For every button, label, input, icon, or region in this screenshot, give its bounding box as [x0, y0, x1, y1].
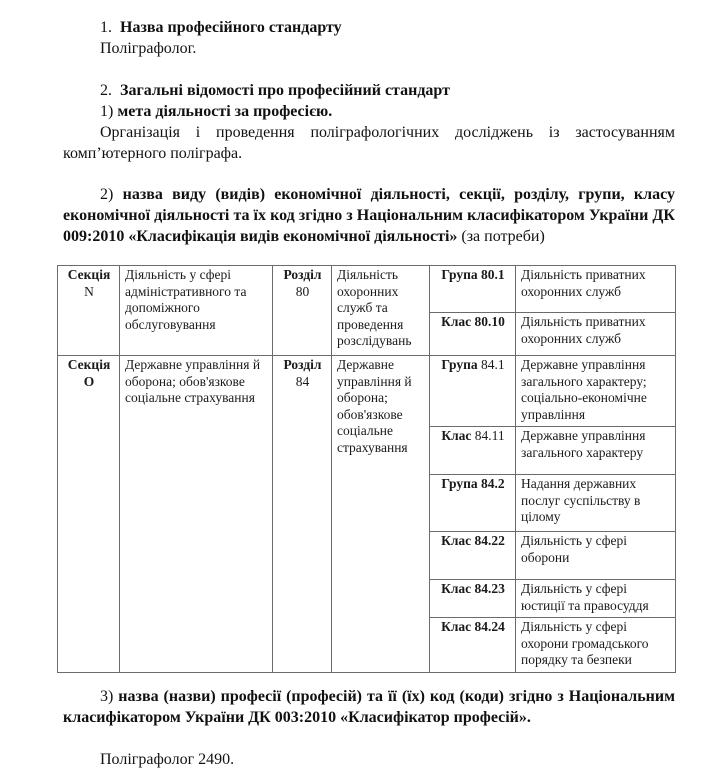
item-code-cell: [430, 532, 516, 580]
item-code-cell: [430, 618, 516, 673]
item-code: 84.11: [474, 428, 505, 443]
item-code-cell: [430, 266, 516, 313]
subsection-2-heading: [63, 184, 675, 247]
item-label: Клас: [441, 533, 472, 548]
table-row: [58, 356, 676, 427]
item-code: 80.10: [474, 314, 505, 329]
item-code: 80.1: [481, 267, 505, 282]
section-label: Секція: [67, 357, 111, 372]
section-1-body: Поліграфолог.: [100, 40, 197, 57]
subsection-2-note: (за потреби): [461, 228, 545, 245]
subsection-1-title: мета діяльності за професією.: [117, 103, 333, 120]
item-code-cell: [430, 356, 516, 427]
item-code-cell: [430, 427, 516, 475]
subsection-3-heading: [63, 686, 675, 728]
item-name-cell: Діяльність приватних охоронних служб: [516, 266, 676, 313]
item-name-cell: Державне управління загального характеру: [516, 427, 676, 475]
item-label: Клас: [441, 314, 472, 329]
item-code: 84.1: [481, 357, 505, 372]
item-name-cell: Діяльність у сфері охорони громадського порядку та безпеки: [516, 618, 676, 673]
item-code: 84.23: [474, 581, 505, 596]
division-name-cell: Державне управління й оборона; обов'язкове соціальне страхування: [332, 356, 430, 673]
subsection-3-number: 3): [100, 688, 114, 705]
subsection-3-title: назва (назви) професії (професій) та її (їх) код (коди) згідно з Національним класифікатором України ДК 003:2010 «Класифікатор професій».: [63, 688, 676, 726]
item-label: Група: [441, 476, 478, 491]
item-name-cell: Діяльність у сфері юстиції та правосуддя: [516, 580, 676, 618]
division-cell: [273, 266, 332, 356]
item-code-cell: [430, 313, 516, 356]
item-label: Клас: [441, 619, 472, 634]
item-code: 84.22: [474, 533, 505, 548]
item-name-cell: Надання державних послуг суспільству в цілому: [516, 475, 676, 532]
division-name-cell: Діяльність охоронних служб та проведення розслідувань: [332, 266, 430, 356]
economic-activity-table: [57, 265, 676, 673]
item-code: 84.24: [474, 619, 505, 634]
subsection-1-number: 1): [100, 103, 114, 120]
section-cell: [58, 266, 120, 356]
division-label: Розділ: [283, 267, 322, 282]
item-label: Клас: [441, 581, 472, 596]
division-code: 84: [295, 373, 310, 389]
section-2-heading: [63, 80, 450, 101]
item-code: 84.2: [481, 476, 505, 491]
section-2-title: Загальні відомості про професійний стандарт: [120, 82, 450, 99]
division-label: Розділ: [283, 357, 322, 372]
item-label: Група: [441, 267, 478, 282]
table-row: [58, 266, 676, 313]
item-name-cell: Діяльність у сфері оборони: [516, 532, 676, 580]
item-name-cell: Державне управління загального характеру; соціально-економічне управління: [516, 356, 676, 427]
item-code-cell: [430, 580, 516, 618]
item-code-cell: [430, 475, 516, 532]
section-name-cell: Державне управління й оборона; обов'язкове соціальне страхування: [120, 356, 273, 673]
section-name-cell: Діяльність у сфері адміністративного та допоміжного обслуговування: [120, 266, 273, 356]
subsection-3-body: Поліграфолог 2490.: [100, 751, 235, 768]
subsection-1-heading: [63, 101, 332, 122]
section-code: O: [83, 373, 95, 389]
subsection-1-body: Організація і проведення поліграфологічних досліджень із застосуванням комп’ютерного поліграфа.: [63, 124, 675, 162]
item-name-cell: Діяльність приватних охоронних служб: [516, 313, 676, 356]
division-code: 80: [295, 283, 310, 299]
item-label: Клас: [441, 428, 472, 443]
section-1-number: 1.: [100, 19, 112, 36]
section-1-heading: [63, 17, 342, 38]
item-label: Група: [441, 357, 478, 372]
section-label: Секція: [67, 267, 111, 282]
subsection-2-number: 2): [100, 186, 114, 203]
section-cell: [58, 356, 120, 673]
subsection-2-title: назва виду (видів) економічної діяльності, секції, розділу, групи, класу економічної діяльності та їх код згідно з Національним класифікатором України ДК 009:2010 «Класифікація видів економічної діяльності»: [63, 186, 676, 245]
section-1-title: Назва професійного стандарту: [120, 19, 342, 36]
section-code: N: [84, 283, 94, 299]
division-cell: [273, 356, 332, 673]
section-2-number: 2.: [100, 82, 112, 99]
